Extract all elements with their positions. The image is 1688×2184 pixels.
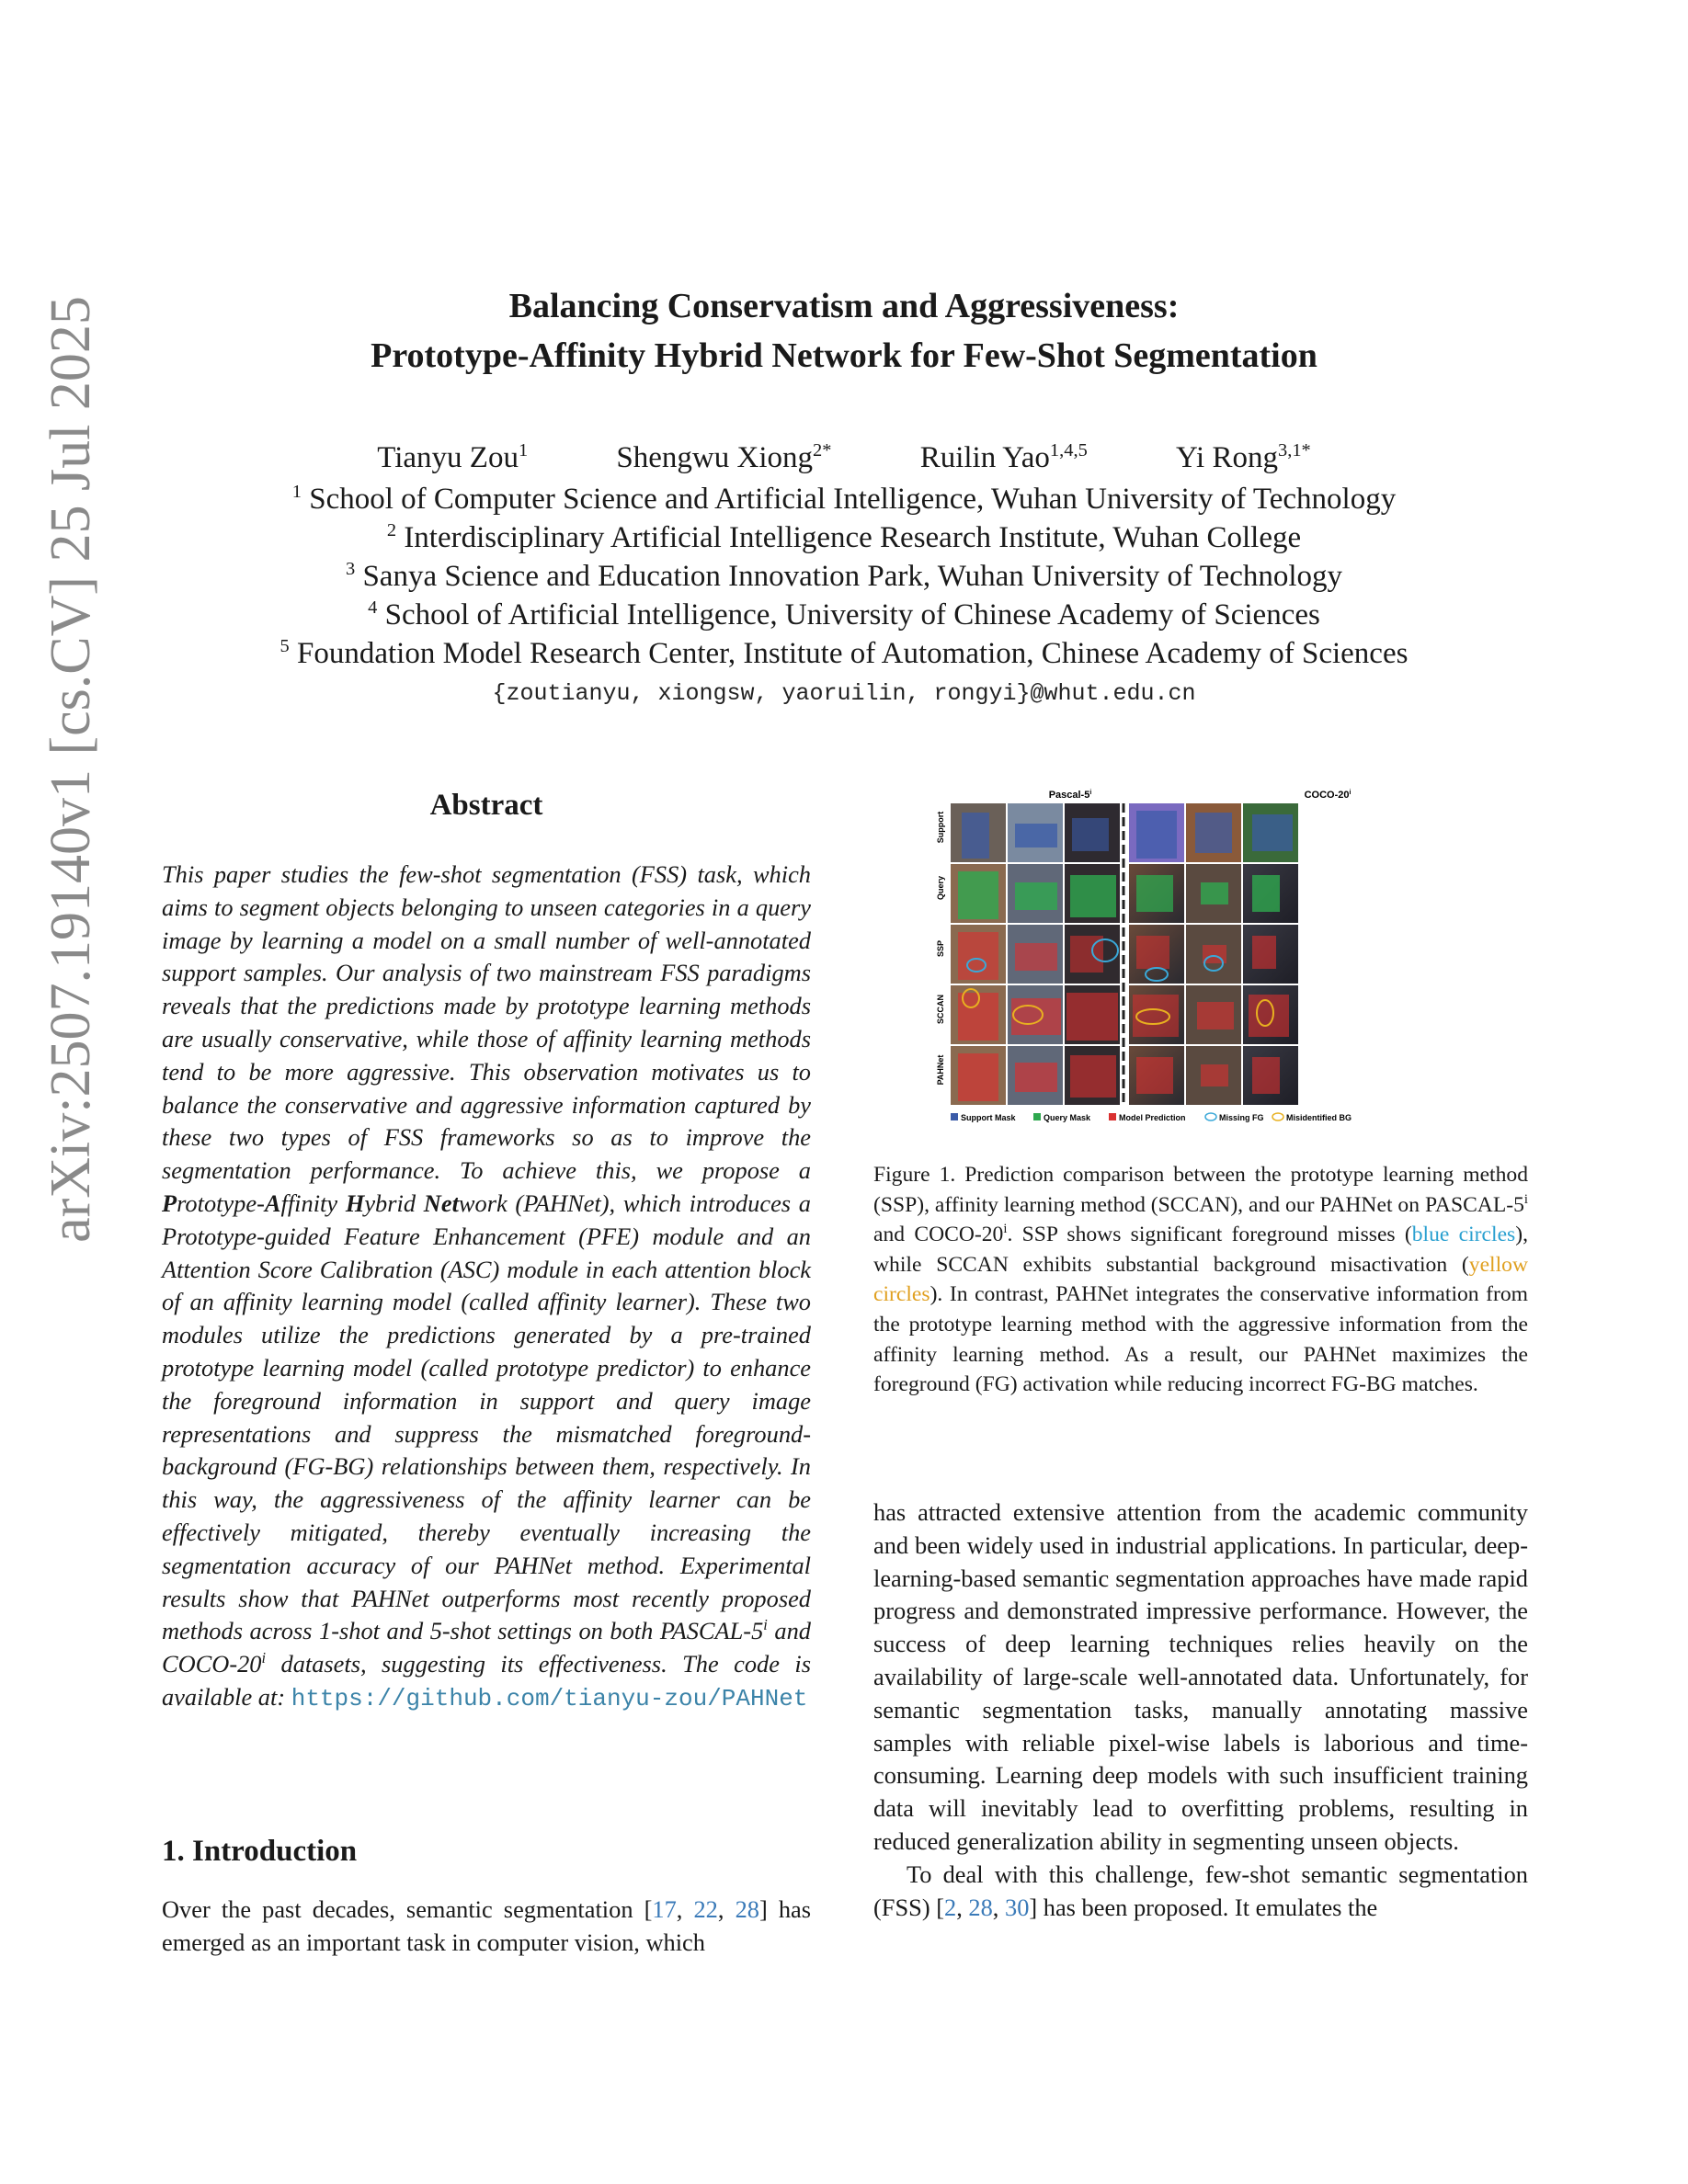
citation-link[interactable]: 2 bbox=[944, 1893, 957, 1921]
author: Tianyu Zou$^1$ bbox=[377, 440, 529, 474]
figure-1 bbox=[934, 787, 1458, 1129]
citation-link[interactable]: 28 bbox=[735, 1895, 759, 1923]
affiliation-list bbox=[0, 480, 1688, 673]
title-line-1: Balancing Conservatism and Aggressiveness: bbox=[508, 287, 1180, 325]
legend-query-mask: Query Mask bbox=[1044, 1113, 1091, 1122]
abstract-body: This paper studies the few-shot segmentation (FSS) task, which aims to segment objects belonging to unseen categories in a query image by learning a model on a small number of well-annotated support samples. Our analysis of two mainstream FSS paradigms reveals that the predictions made by prototype learning methods are usually conservative, while those of affinity learning methods tend to be more aggressive. This observation motivates us to balance the conservative and aggressive information captured by these two types of FSS frameworks so as to improve the segmentation performance. To achieve this, we propose a Prototype-Affinity Hybrid Network (PAHNet), which introduces a Prototype-guided Feature Enhancement (PFE) module and an Attention Score Calibration (ASC) module in each attention block of an affinity learning model (called affinity learner). These two modules utilize the predictions generated by a pre-trained prototype learning model (called prototype predictor) to enhance the foreground information in support and query image representations and suppress the mismatched foreground-background (FG-BG) relationships between them, respectively. In this way, the aggressiveness of the affinity learner can be effectively mitigated, thereby eventually increasing the segmentation accuracy of our PAHNet method. Experimental results show that PAHNet outperforms most recently proposed methods across 1-shot and 5-shot settings on both PASCAL-5$^i$ and COCO-20$^i$ datasets, suggesting its effectiveness. The code is available at: https://github.com/tianyu-zou/PAHNet bbox=[162, 860, 812, 1712]
row-label-sccan: SCCAN bbox=[936, 994, 945, 1025]
yellow-circles-label: yellow circles bbox=[873, 1252, 1528, 1307]
section-heading-introduction: 1. Introduction bbox=[162, 1835, 358, 1868]
citation-link[interactable]: 30 bbox=[1005, 1893, 1030, 1921]
arxiv-stamp: arXiv:2507.19140v1 [cs.CV] 25 Jul 2025 bbox=[40, 296, 102, 1243]
citation-link[interactable]: 17 bbox=[652, 1895, 677, 1923]
author: Ruilin Yao$^{1,4,5}$ bbox=[919, 440, 1088, 474]
author-emails: {zoutianyu, xiongsw, yaoruilin, rongyi}@whut.edu.cn bbox=[492, 680, 1196, 707]
row-label-pahnet: PAHNet bbox=[936, 1054, 945, 1086]
image-grid bbox=[951, 803, 1298, 1105]
body-paragraph: To deal with this challenge, few-shot semantic segmentation (FSS) [2, 28, 30] has been proposed. It emulates the bbox=[873, 1860, 1528, 1921]
row-labels bbox=[936, 812, 945, 1086]
author: Yi Rong$^{3,1*}$ bbox=[1176, 440, 1311, 474]
pascal-cells bbox=[951, 803, 1120, 1105]
body-paragraph: has attracted extensive attention from the academic community and been widely used in industrial applications. In particular, deep-learning-based semantic segmentation approaches have made rapid progress and demonstrated impressive performance. However, the success of deep learning techniques relies heavily on the availability of large-scale well-annotated data. Unfortunately, for semantic segmentation tasks, manually annotating massive samples with reliable pixel-wise labels is laborious and time-consuming. Learning deep models with such insufficient training data will inevitably lead to overfitting problems, resulting in reduced generalization ability in segmenting unseen objects. bbox=[873, 1498, 1528, 1855]
citation-link[interactable]: 28 bbox=[968, 1893, 993, 1921]
legend-misidentified-bg: Misidentified BG bbox=[1286, 1113, 1352, 1122]
legend-missing-fg: Missing FG bbox=[1219, 1113, 1264, 1122]
pascal-header: Pascal-5$^i$ bbox=[1048, 790, 1092, 801]
row-label-support: Support bbox=[936, 811, 945, 844]
citation-link[interactable]: 22 bbox=[693, 1895, 718, 1923]
coco-header: COCO-20$^i$ bbox=[1304, 790, 1352, 801]
author: Shengwu Xiong$^{2*}$ bbox=[616, 440, 832, 474]
figure-1-caption: Figure 1. Prediction comparison between the prototype learning method (SSP), affinity learning method (SCCAN), and our PAHNet on PASCAL-5$^i$ and COCO-20$^i$. SSP shows significant foreground misses (blue circles), while SCCAN exhibits substantial background misactivation (yellow circles). In contrast, PAHNet integrates the conservative information from the prototype learning method with the aggressive information from the affinity learning method. As a result, our PAHNet maximizes the foreground (FG) activation while reducing incorrect FG-BG matches. bbox=[873, 1163, 1528, 1397]
abstract-heading: Abstract bbox=[429, 789, 543, 822]
intro-paragraph: Over the past decades, semantic segmentation [17, 22, 28] has emerged as an important task in computer vision, which bbox=[162, 1895, 811, 1956]
right-column-body bbox=[873, 1496, 1528, 1924]
affiliation: $^2$ Interdisciplinary Artificial Intelligence Research Institute, Wuhan College bbox=[386, 520, 1302, 554]
figure-legend bbox=[951, 1113, 1352, 1122]
affiliation: $^3$ Sanya Science and Education Innovation Park, Wuhan University of Technology bbox=[345, 559, 1343, 593]
row-label-query: Query bbox=[936, 875, 945, 901]
author-list bbox=[0, 441, 1688, 475]
code-link[interactable]: https://github.com/tianyu-zou/PAHNet bbox=[291, 1684, 808, 1712]
legend-model-prediction: Model Prediction bbox=[1119, 1113, 1186, 1122]
row-label-ssp: SSP bbox=[936, 939, 945, 958]
paper-title bbox=[0, 281, 1688, 381]
blue-circles-label: blue circles bbox=[1411, 1223, 1516, 1247]
affiliation: $^4$ School of Artificial Intelligence, University of Chinese Academy of Sciences bbox=[368, 597, 1320, 631]
affiliation: $^5$ Foundation Model Research Center, Institute of Automation, Chinese Academy of Sciences bbox=[279, 636, 1409, 670]
title-line-2: Prototype-Affinity Hybrid Network for Few-Shot Segmentation bbox=[371, 336, 1317, 375]
affiliation: $^1$ School of Computer Science and Artificial Intelligence, Wuhan University of Technology bbox=[291, 482, 1397, 516]
legend-support-mask: Support Mask bbox=[961, 1113, 1016, 1122]
coco-cells bbox=[1129, 803, 1298, 1105]
